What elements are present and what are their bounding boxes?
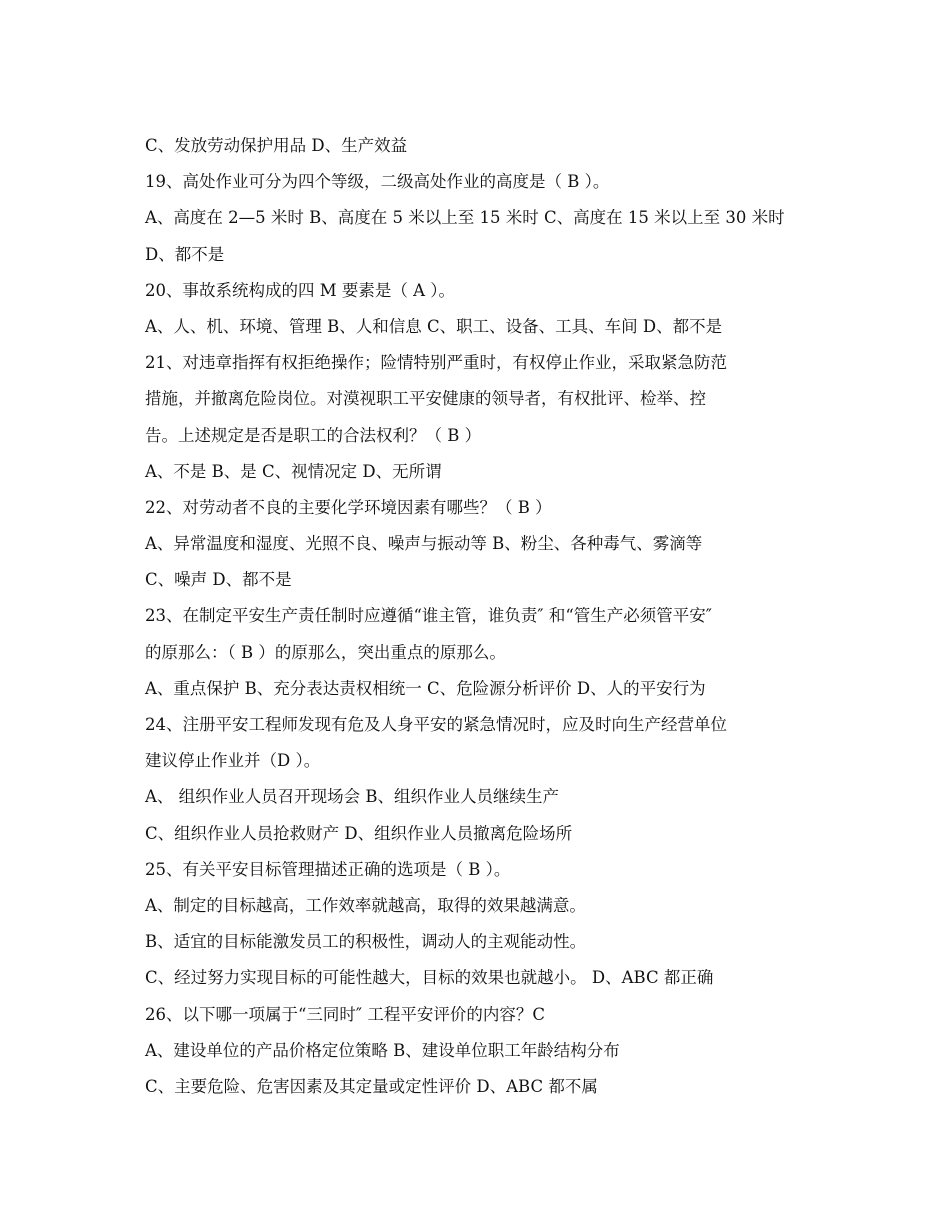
question-22: 22、对劳动者不良的主要化学环境因素有哪些？（ B ） <box>145 497 552 517</box>
text-line: A、重点保护 B、充分表达责权相统一 C、危险源分析评价 D、人的平安行为 <box>145 678 706 698</box>
text-line: A、人、机、环境、管理 B、人和信息 C、职工、设备、工具、车间 D、都不是 <box>145 316 723 336</box>
text-line: D、都不是 <box>145 244 225 264</box>
question-20: 20、事故系统构成的四 M 要素是（ A ）。 <box>145 280 456 300</box>
text-line: C、噪声 D、都不是 <box>145 570 292 590</box>
text-line: A、异常温度和湿度、光照不良、噪声与振动等 B、粉尘、各种毒气、雾滴等 <box>145 534 703 554</box>
text-line: A、高度在 2—5 米时 B、高度在 5 米以上至 15 米时 C、高度在 15 米以上至 30 米时 <box>145 208 785 228</box>
question-23: 23、在制定平安生产责任制时应遵循“谁主管，谁负责″ 和“管生产必须管平安″ <box>145 606 712 626</box>
document-body <box>145 128 825 1105</box>
question-24: 24、注册平安工程师发现有危及人身平安的紧急情况时，应及时向生产经营单位 <box>145 715 727 734</box>
text-line: 建议停止作业并（D ）。 <box>145 751 321 771</box>
text-line: A、 组织作业人员召开现场会 B、组织作业人员继续生产 <box>145 787 560 807</box>
question-19: 19、高处作业可分为四个等级，二级高处作业的高度是（ B ）。 <box>145 172 610 192</box>
text-line: 告。上述规定是否是职工的合法权利？（ B ） <box>145 425 482 445</box>
text-line: C、组织作业人员抢救财产 D、组织作业人员撤离危险场所 <box>145 823 573 843</box>
text-line: C、主要危险、危害因素及其定量或定性评价 D、ABC 都不属 <box>145 1076 598 1096</box>
text-line: C、经过努力实现目标的可能性越大，目标的效果也就越小。 D、ABC 都正确 <box>145 968 714 988</box>
text-line: C、发放劳动保护用品 D、生产效益 <box>145 136 408 155</box>
question-21: 21、对违章指挥有权拒绝操作；险情特别严重时，有权停止作业，采取紧急防范 <box>145 353 727 373</box>
text-line: 措施，并撤离危险岗位。对漠视职工平安健康的领导者，有权批评、检举、控 <box>145 389 706 409</box>
text-line: A、制定的目标越高，工作效率就越高，取得的效果越满意。 <box>145 895 586 915</box>
text-line: B、适宜的目标能激发员工的积极性，调动人的主观能动性。 <box>145 932 587 952</box>
question-25: 25、有关平安目标管理描述正确的选项是（ B ）。 <box>145 859 511 879</box>
text-line: A、建设单位的产品价格定位策略 B、建设单位职工年龄结构分布 <box>145 1040 620 1060</box>
text-line: A、不是 B、是 C、视情况定 D、无所谓 <box>145 461 442 481</box>
question-26: 26、以下哪一项属于“三同时″ 工程平安评价的内容？C <box>145 1004 545 1024</box>
text-line: 的原那么：（ B ）的原那么，突出重点的原那么。 <box>145 642 506 662</box>
